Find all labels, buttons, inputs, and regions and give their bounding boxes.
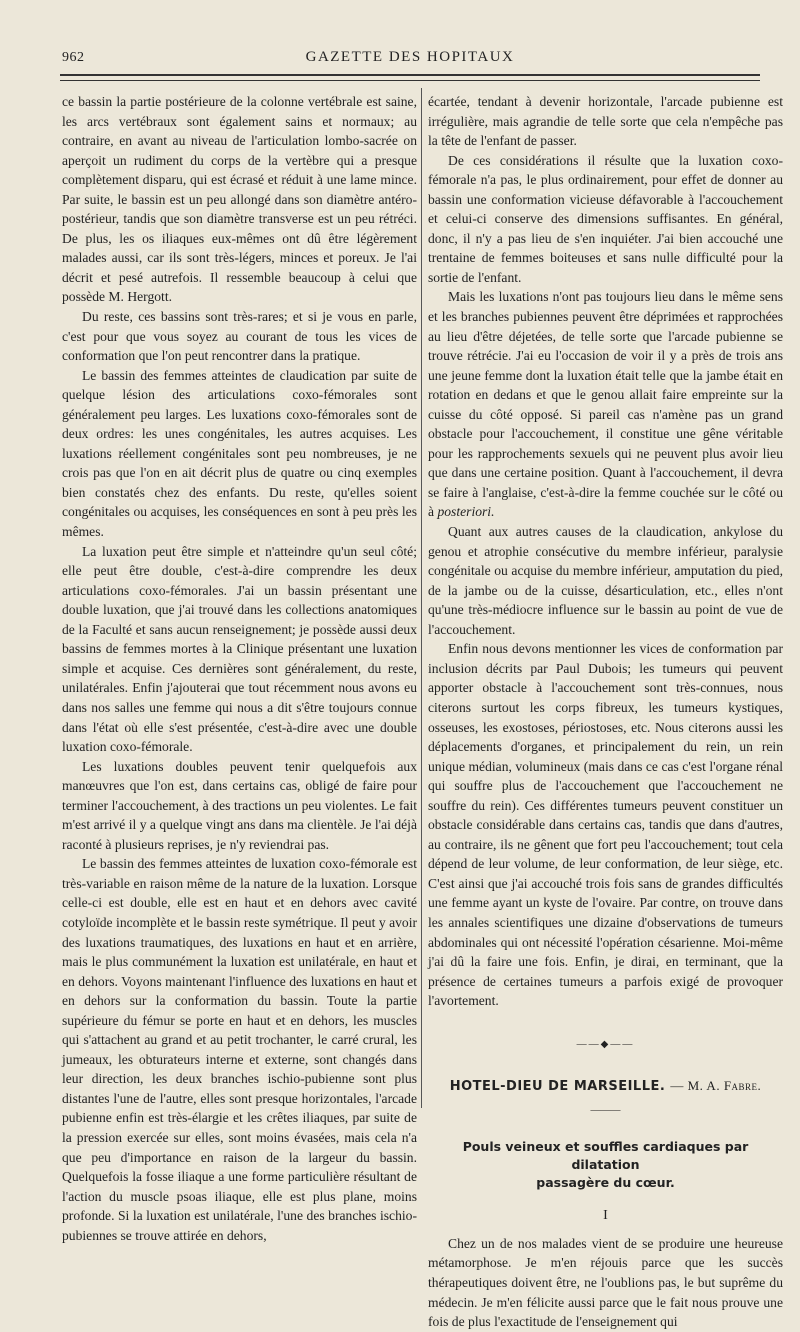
roman-numeral: I bbox=[603, 1208, 608, 1224]
section-ornament: ——◆—— bbox=[576, 1038, 635, 1050]
paragraph: Du reste, ces bassins sont très-rares; et si je vous en parle, c'est pour que vous soyez au courant de tous les vices de conformation que l'on peut rencontrer dans la pratique. bbox=[62, 309, 417, 364]
italic-term: posteriori. bbox=[437, 504, 495, 520]
paragraph: La luxation peut être simple et n'atteindre qu'un seul côté; elle peut être double, c'est-à-dire comprendre les deux articulations coxo-fémorales. J'ai un bassin présentant une double luxation, que j'ai trouvé dans les collections anatomiques de la Faculté et sans aucun renseignement; je possède aussi deux bassins de femmes mortes à la Clinique présentant une luxation simple et acquise. Ces dernières sont généralement, du reste, unilatérales. Enfin j'ajouterai que tout récemment nous avons eu dans nos salles une femme qui nous a dit s'être toujours connue dans l'état où elle s'est présentée, c'est-à-dire avec une double luxation coxo-fémorale. bbox=[62, 543, 417, 755]
paragraph: écartée, tendant à devenir horizontale, l'arcade pubienne est irrégulière, mais agrandie de telle sorte que cela n'empêche pas la tête de l'enfant de passer. bbox=[428, 94, 783, 149]
article-title bbox=[428, 1138, 783, 1192]
right-column bbox=[428, 92, 783, 1332]
paragraph-text: Mais les luxations n'ont pas toujours lieu dans le même sens et les branches pubiennes peuvent être déprimées et rapprochées au lieu d'être déjetées, de telle sorte que l'arcade pubienne se trouve rétrécie. J'ai eu l'occasion de voir il y a près de trois ans une jeune femme dont la luxation était telle que la jambe était en rotation en dedans et que le genou allait faire empreinte sur la cuisse du côté opposé. Si pareil cas n'amène pas un grand obstacle pour l'accouchement, il constitue une gêne véritable pour les rapprochements sexuels qui ne peuvent plus avoir lieu que dans une certaine position. Quant à l'accouchement, il devra se faire à l'anglaise, c'est-à-dire la femme couchée sur le côté ou à bbox=[428, 289, 783, 520]
page-number: 962 bbox=[62, 50, 85, 65]
paragraph: Les luxations doubles peuvent tenir quelquefois aux manœuvres que l'on est, dans certains cas, obligé de faire pour terminer l'accouchement, à des tractions un peu violentes. Le fait m'est arrivé il y a quelque vingt ans dans ma clientèle. Je l'ai déjà raconté à plusieurs reprises, je n'y reviendrai pas. bbox=[62, 758, 417, 852]
column-divider bbox=[421, 88, 422, 1108]
header-rule bbox=[60, 74, 760, 81]
section-title bbox=[428, 1076, 783, 1097]
paragraph: De ces considérations il résulte que la luxation coxo-fémorale n'a pas, le plus ordinairement, pour effet de donner au bassin une conformation vicieuse défavorable à l'accouchement et celui-ci conserve des dimensions suffisantes. En général, donc, il n'y a pas lieu de s'en inquiéter. J'ai bien accouché une trentaine de femmes boiteuses et sans nulle difficulté pour la sortie de l'enfant. bbox=[428, 152, 783, 285]
paragraph: Quant aux autres causes de la claudication, ankylose du genou et atrophie consécutive du membre inférieur, paralysie congénitale ou acquise du membre inférieur, amputation du pied, de la jambe ou de la cuisse, désarticulation, etc., elles n'ont qu'une très-médiocre influence sur le bassin au point de vue de l'accouchement. bbox=[428, 524, 783, 637]
journal-title: GAZETTE DES HOPITAUX bbox=[305, 49, 515, 65]
left-column bbox=[62, 92, 417, 1245]
paragraph: Le bassin des femmes atteintes de luxation coxo-fémorale est très-variable en raison même de la nature de la luxation. Lorsque celle-ci est double, elle est en haut et en dehors avec cavité cotyloïde incomplète et le bassin reste symétrique. Il peut y avoir des luxations traumatiques, des luxations en haut et en arrière, mais le plus communément la luxation est unilatérale, en haut et en dehors. Voyons maintenant l'influence des luxations en haut et en dehors sur la conformation du bassin. Toute la partie supérieure du fémur se porte en haut et en dehors, les muscles qui s'attachent au grand et au petit trochanter, le carré crural, les jumeaux, les obturateurs interne et externe, sont changés dans leur direction, les deux branches ischio-pubienne sont plus distantes l'une de l'autre, elles sont presque horizontales, l'arcade pubienne enfin est très-élargie et les crêtes iliaques, par suite de la pression exercée sur elles, sont moins évasées, mais cela n'a que peu d'importance en raison de la largeur du bassin. Quelquefois la fosse iliaque a une forme particulière résultant de l'action du muscle psoas iliaque, elle est plus plane, moins profonde. Si la luxation est unilatérale, l'une des branches ischio-pubiennes se trouve attirée en dehors, bbox=[62, 856, 417, 1243]
paragraph: Le bassin des femmes atteintes de claudication par suite de quelque lésion des articulations coxo-fémorales sont généralement peu larges. Les luxations coxo-fémorales sont de deux ordres: les unes congénitales, les autres acquises. Les luxations réellement congénitales sont peu nombreuses, je ne crois pas que l'on en ait décrit plus de quatre ou cinq exemples bien constatés chez des enfants. Du reste, qu'elles soient congénitales ou acquises, les conséquences en sont à peu près les mêmes. bbox=[62, 367, 417, 540]
paragraph bbox=[428, 287, 783, 522]
paragraph: ce bassin la partie postérieure de la colonne vertébrale est saine, les arcs vertébraux sont également sains et normaux; au contraire, en avant au niveau de l'articulation lombo-sacrée on aperçoit un rudiment du corps de la vertèbre qui a presque complètement disparu, qui est écrasé et réduit à une lame mince. Par suite, le bassin est un peu allongé dans son diamètre antéro-postérieur, tandis que son diamètre transverse est un peu rétréci. De plus, les os iliaques eux-mêmes ont dû être légèrement malades aussi, car ils sont très-légers, minces et poreux. Je l'ai décrit et pesé autrefois. Il ressemble beaucoup à celui que possède M. Hergott. bbox=[62, 94, 417, 305]
small-dash: ——— bbox=[590, 1104, 621, 1116]
page-header bbox=[60, 44, 760, 68]
section-heading: HOTEL-DIEU DE MARSEILLE. bbox=[449, 1079, 666, 1095]
article-title-line: Pouls veineux et souffles cardiaques par dilatation bbox=[462, 1139, 749, 1173]
section-author: — M. A. Fabre. bbox=[670, 1078, 762, 1094]
paragraph: Chez un de nos malades vient de se produire une heureuse métamorphose. Je m'en réjouis parce que les succès thérapeutiques doivent être, ne l'oublions pas, le but suprême du médecin. Je m'en félicite aussi parce que le fait nous prouve une fois de plus l'exactitude de l'enseignement qui bbox=[428, 1235, 783, 1330]
article-title-line: passagère du cœur. bbox=[536, 1175, 675, 1191]
paragraph: Enfin nous devons mentionner les vices de conformation par inclusion décrits par Paul Dubois; les tumeurs qui peuvent apporter obstacle à l'accouchement sont très-connues, nous citerons surtout les corps fibreux, les tumeurs kystiques, osseuses, les exostoses, périostoses, etc. Nous citerons aussi les déplacements d'organes, et principalement du rein, un rein unique médian, volumineux (mais dans ce cas c'est l'organe rénal qui souffre plus de l'accouchement que l'accouchement ne souffre du rein). Ces différentes tumeurs peuvent constituer un obstacle considérable dans certains cas, tandis que dans d'autres, au contraire, ils ne gênent que fort peu l'accouchement; tout cela dépend de leur volume, de leur conformation, de leur siège, etc. C'est ainsi que j'ai accouché trois fois sans de grandes difficultés une femme ayant un kyste de l'ovaire. Par contre, on trouve dans les annales scientifiques une dizaine d'observations de tumeurs abdominales qui ont nécessité l'opération césarienne. Moi-même j'ai dû la faire une fois. Enfin, je dirai, en terminant, que la présence de certaines tumeurs a parfois exigé de provoquer l'avortement. bbox=[428, 641, 783, 1009]
